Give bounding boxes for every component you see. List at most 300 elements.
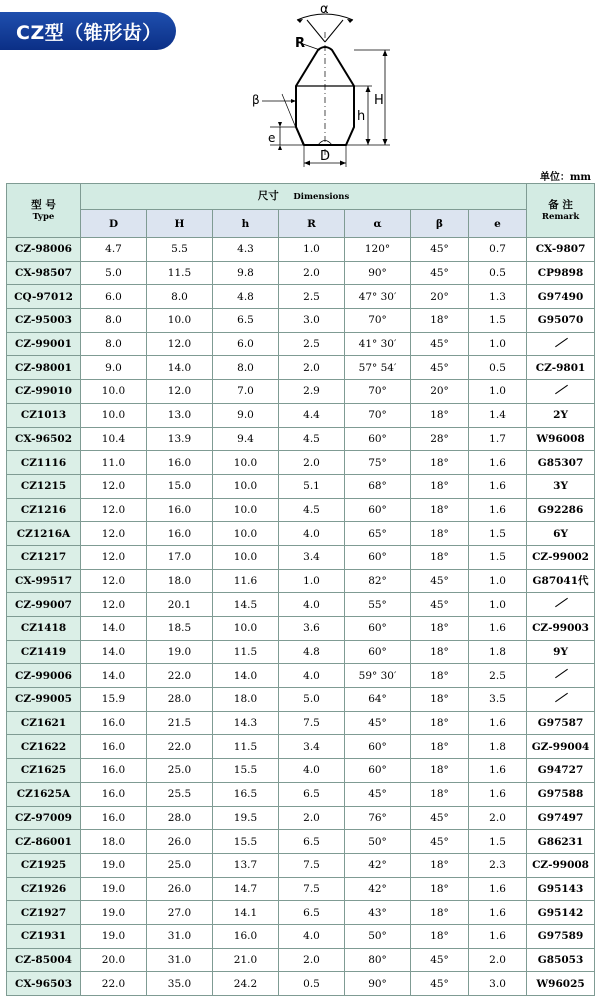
cell-r: 3.4 <box>279 735 345 759</box>
cell-r: 4.0 <box>279 759 345 783</box>
cell-d: 12.0 <box>81 569 147 593</box>
cell-type: CZ1013 <box>7 403 81 427</box>
cell-h-total: 18.0 <box>147 569 213 593</box>
cell-remark: G92286 <box>527 498 595 522</box>
cell-beta: 18° <box>411 759 469 783</box>
table-row <box>7 593 595 617</box>
cell-h: 11.5 <box>213 735 279 759</box>
cell-type: CZ-98001 <box>7 356 81 380</box>
table-row <box>7 285 595 309</box>
cell-h-total: 20.1 <box>147 593 213 617</box>
cell-beta: 18° <box>411 617 469 641</box>
cell-type: CZ1116 <box>7 451 81 475</box>
cell-alpha: 120° <box>345 238 411 262</box>
cell-remark: G95142 <box>527 901 595 925</box>
cell-h: 10.0 <box>213 498 279 522</box>
cell-type: CZ-99010 <box>7 380 81 404</box>
cell-beta: 45° <box>411 806 469 830</box>
cell-r: 3.4 <box>279 545 345 569</box>
cell-h-total: 5.5 <box>147 238 213 262</box>
cell-r: 2.0 <box>279 948 345 972</box>
cell-d: 15.9 <box>81 688 147 712</box>
cell-h-total: 15.0 <box>147 474 213 498</box>
cell-remark <box>527 688 595 712</box>
cell-alpha: 50° <box>345 830 411 854</box>
cell-alpha: 57° 54′ <box>345 356 411 380</box>
table-row <box>7 711 595 735</box>
cell-h: 14.1 <box>213 901 279 925</box>
cell-r: 5.0 <box>279 688 345 712</box>
cell-h-total: 26.0 <box>147 830 213 854</box>
cell-alpha: 45° <box>345 711 411 735</box>
cell-h: 11.5 <box>213 640 279 664</box>
cell-beta: 18° <box>411 522 469 546</box>
cell-beta: 18° <box>411 403 469 427</box>
dimensions-header-cn: 尺寸 <box>257 190 279 202</box>
cell-h: 10.0 <box>213 617 279 641</box>
table-row <box>7 901 595 925</box>
cell-beta: 45° <box>411 238 469 262</box>
cell-type: CX-96503 <box>7 972 81 996</box>
remark-header-en: Remark <box>541 211 580 222</box>
cell-remark: 2Y <box>527 403 595 427</box>
cell-e: 1.6 <box>469 498 527 522</box>
cell-e: 1.0 <box>469 380 527 404</box>
cell-h: 9.4 <box>213 427 279 451</box>
cell-type: CZ1215 <box>7 474 81 498</box>
table-row <box>7 380 595 404</box>
cell-h: 15.5 <box>213 759 279 783</box>
cell-r: 3.0 <box>279 309 345 333</box>
beta-label: β <box>252 93 260 107</box>
cell-d: 19.0 <box>81 924 147 948</box>
cell-r: 6.5 <box>279 782 345 806</box>
cell-h-total: 35.0 <box>147 972 213 996</box>
cell-alpha: 47° 30′ <box>345 285 411 309</box>
cell-h: 6.5 <box>213 309 279 333</box>
cell-beta: 18° <box>411 853 469 877</box>
alpha-label: α <box>320 2 329 17</box>
cell-r: 2.5 <box>279 332 345 356</box>
cell-d: 5.0 <box>81 261 147 285</box>
col-header-r: R <box>279 210 345 238</box>
cell-h: 4.3 <box>213 238 279 262</box>
cell-d: 11.0 <box>81 451 147 475</box>
cell-h-total: 14.0 <box>147 356 213 380</box>
cell-r: 4.4 <box>279 403 345 427</box>
cell-remark: 6Y <box>527 522 595 546</box>
cell-h-total: 12.0 <box>147 380 213 404</box>
cell-remark: CZ-99002 <box>527 545 595 569</box>
cell-e: 1.7 <box>469 427 527 451</box>
cell-e: 1.5 <box>469 545 527 569</box>
cell-remark: G97587 <box>527 711 595 735</box>
cell-remark: G85053 <box>527 948 595 972</box>
cell-h: 10.0 <box>213 451 279 475</box>
cell-h-total: 25.0 <box>147 759 213 783</box>
cell-h-total: 16.0 <box>147 522 213 546</box>
table-row <box>7 522 595 546</box>
cell-remark: GZ-99004 <box>527 735 595 759</box>
cell-e: 1.5 <box>469 830 527 854</box>
cell-beta: 18° <box>411 688 469 712</box>
cell-e: 3.5 <box>469 688 527 712</box>
cell-r: 4.0 <box>279 664 345 688</box>
cell-e: 1.3 <box>469 285 527 309</box>
cell-d: 16.0 <box>81 806 147 830</box>
cell-alpha: 42° <box>345 877 411 901</box>
cell-h-total: 16.0 <box>147 498 213 522</box>
cell-r: 4.5 <box>279 498 345 522</box>
cell-type: CZ1925 <box>7 853 81 877</box>
cell-e: 1.6 <box>469 711 527 735</box>
cell-alpha: 82° <box>345 569 411 593</box>
cell-r: 4.0 <box>279 924 345 948</box>
cell-alpha: 90° <box>345 972 411 996</box>
type-header <box>7 184 81 238</box>
cell-remark: G95143 <box>527 877 595 901</box>
cell-h: 6.0 <box>213 332 279 356</box>
cell-h-total: 19.0 <box>147 640 213 664</box>
cell-alpha: 60° <box>345 640 411 664</box>
cell-r: 2.0 <box>279 356 345 380</box>
cell-h-total: 21.5 <box>147 711 213 735</box>
table-row <box>7 853 595 877</box>
table-row <box>7 877 595 901</box>
cell-h-total: 12.0 <box>147 332 213 356</box>
table-row <box>7 403 595 427</box>
col-header-alpha: α <box>345 210 411 238</box>
cell-type: CQ-97012 <box>7 285 81 309</box>
cell-type: CZ-99007 <box>7 593 81 617</box>
cell-beta: 18° <box>411 877 469 901</box>
cell-h: 8.0 <box>213 356 279 380</box>
table-row <box>7 238 595 262</box>
cell-d: 20.0 <box>81 948 147 972</box>
cell-d: 12.0 <box>81 593 147 617</box>
col-header-h-total: H <box>147 210 213 238</box>
cell-r: 2.0 <box>279 806 345 830</box>
cell-beta: 45° <box>411 356 469 380</box>
table-row <box>7 806 595 830</box>
cell-alpha: 80° <box>345 948 411 972</box>
cell-h-total: 8.0 <box>147 285 213 309</box>
cell-d: 16.0 <box>81 759 147 783</box>
cell-beta: 18° <box>411 309 469 333</box>
cell-e: 1.5 <box>469 309 527 333</box>
cell-d: 4.7 <box>81 238 147 262</box>
table-row <box>7 569 595 593</box>
cell-d: 10.0 <box>81 403 147 427</box>
dimensions-header <box>81 184 527 210</box>
cell-beta: 18° <box>411 498 469 522</box>
slash-mark <box>554 385 568 395</box>
cell-remark <box>527 593 595 617</box>
table-row <box>7 830 595 854</box>
cell-type: CZ1418 <box>7 617 81 641</box>
cell-type: CX-98507 <box>7 261 81 285</box>
cell-h-total: 28.0 <box>147 688 213 712</box>
cell-remark: G97588 <box>527 782 595 806</box>
cell-e: 1.6 <box>469 782 527 806</box>
cell-type: CZ-99001 <box>7 332 81 356</box>
cell-e: 1.6 <box>469 474 527 498</box>
cell-remark: G95070 <box>527 309 595 333</box>
col-header-beta: β <box>411 210 469 238</box>
cell-e: 1.0 <box>469 593 527 617</box>
cell-e: 0.7 <box>469 238 527 262</box>
cell-alpha: 76° <box>345 806 411 830</box>
table-row <box>7 972 595 996</box>
cell-e: 3.0 <box>469 972 527 996</box>
cell-h: 15.5 <box>213 830 279 854</box>
cell-remark: CZ-9801 <box>527 356 595 380</box>
table-row <box>7 948 595 972</box>
cell-d: 9.0 <box>81 356 147 380</box>
cell-h-total: 28.0 <box>147 806 213 830</box>
cell-alpha: 68° <box>345 474 411 498</box>
cell-r: 4.0 <box>279 593 345 617</box>
cell-h: 4.8 <box>213 285 279 309</box>
cell-h-total: 31.0 <box>147 948 213 972</box>
table-row <box>7 451 595 475</box>
cell-h: 7.0 <box>213 380 279 404</box>
cell-h: 10.0 <box>213 545 279 569</box>
cell-type: CZ1217 <box>7 545 81 569</box>
section-title: CZ型（锥形齿） <box>16 22 162 44</box>
cell-beta: 20° <box>411 285 469 309</box>
cell-type: CZ1622 <box>7 735 81 759</box>
unit-label: 单位：mm <box>539 172 591 183</box>
table-row <box>7 782 595 806</box>
table-row <box>7 427 595 451</box>
cell-type: CZ-99005 <box>7 688 81 712</box>
cell-h: 14.0 <box>213 664 279 688</box>
cell-beta: 45° <box>411 972 469 996</box>
cell-e: 1.6 <box>469 759 527 783</box>
cell-e: 2.0 <box>469 948 527 972</box>
cell-e: 2.5 <box>469 664 527 688</box>
cell-d: 10.0 <box>81 380 147 404</box>
cone-tooth-diagram <box>240 2 410 177</box>
cell-beta: 45° <box>411 948 469 972</box>
type-header-cn: 型 号 <box>31 198 56 211</box>
cell-d: 18.0 <box>81 830 147 854</box>
table-row <box>7 545 595 569</box>
cell-alpha: 60° <box>345 759 411 783</box>
cell-remark: G94727 <box>527 759 595 783</box>
cell-alpha: 43° <box>345 901 411 925</box>
cell-beta: 18° <box>411 735 469 759</box>
table-row <box>7 332 595 356</box>
h-lower-label: h <box>357 109 366 124</box>
cell-r: 7.5 <box>279 711 345 735</box>
col-header-e: e <box>469 210 527 238</box>
table-row <box>7 664 595 688</box>
cell-r: 1.0 <box>279 569 345 593</box>
cell-h-total: 13.0 <box>147 403 213 427</box>
table-row <box>7 474 595 498</box>
cell-r: 7.5 <box>279 877 345 901</box>
cell-e: 1.6 <box>469 617 527 641</box>
cell-alpha: 90° <box>345 261 411 285</box>
cell-h-total: 11.5 <box>147 261 213 285</box>
cell-remark: CZ-99008 <box>527 853 595 877</box>
table-row <box>7 688 595 712</box>
cell-e: 1.0 <box>469 332 527 356</box>
cell-d: 19.0 <box>81 901 147 925</box>
cell-d: 16.0 <box>81 711 147 735</box>
cell-alpha: 70° <box>345 309 411 333</box>
cell-type: CZ1419 <box>7 640 81 664</box>
cell-alpha: 55° <box>345 593 411 617</box>
cell-alpha: 60° <box>345 427 411 451</box>
cell-beta: 18° <box>411 782 469 806</box>
cell-h: 13.7 <box>213 853 279 877</box>
cell-e: 2.3 <box>469 853 527 877</box>
cell-r: 2.5 <box>279 285 345 309</box>
table-row <box>7 924 595 948</box>
cell-type: CZ-99006 <box>7 664 81 688</box>
cell-h-total: 25.5 <box>147 782 213 806</box>
cell-remark: W96008 <box>527 427 595 451</box>
cell-d: 19.0 <box>81 853 147 877</box>
cell-h: 14.3 <box>213 711 279 735</box>
cell-type: CZ-85004 <box>7 948 81 972</box>
slash-mark <box>554 338 568 348</box>
slash-mark <box>554 693 568 703</box>
dimensions-header-en: Dimensions <box>293 192 350 202</box>
cell-remark: CZ-99003 <box>527 617 595 641</box>
remark-header-cn: 备 注 <box>548 198 573 211</box>
cell-r: 0.5 <box>279 972 345 996</box>
cell-type: CZ1216A <box>7 522 81 546</box>
specification-table <box>6 183 595 996</box>
cell-alpha: 70° <box>345 380 411 404</box>
cell-beta: 18° <box>411 545 469 569</box>
cell-remark: W96025 <box>527 972 595 996</box>
cell-e: 1.6 <box>469 924 527 948</box>
slash-mark <box>554 598 568 608</box>
cell-h-total: 22.0 <box>147 735 213 759</box>
type-header-en: Type <box>32 211 55 222</box>
table-row <box>7 356 595 380</box>
col-header-d: D <box>81 210 147 238</box>
cell-e: 1.8 <box>469 640 527 664</box>
cell-h: 16.0 <box>213 924 279 948</box>
cell-h: 19.5 <box>213 806 279 830</box>
cell-beta: 45° <box>411 261 469 285</box>
cell-alpha: 75° <box>345 451 411 475</box>
cell-e: 1.6 <box>469 901 527 925</box>
cell-h: 14.7 <box>213 877 279 901</box>
cell-remark <box>527 332 595 356</box>
cell-type: CZ1926 <box>7 877 81 901</box>
cell-r: 2.0 <box>279 451 345 475</box>
cell-h-total: 25.0 <box>147 853 213 877</box>
cell-type: CZ-95003 <box>7 309 81 333</box>
cell-r: 6.5 <box>279 830 345 854</box>
cell-d: 6.0 <box>81 285 147 309</box>
remark-header <box>527 184 595 238</box>
cell-h: 11.6 <box>213 569 279 593</box>
cell-type: CX-99517 <box>7 569 81 593</box>
cell-d: 14.0 <box>81 640 147 664</box>
cell-remark <box>527 664 595 688</box>
table-row <box>7 759 595 783</box>
cell-r: 4.0 <box>279 522 345 546</box>
cell-h-total: 22.0 <box>147 664 213 688</box>
cell-beta: 18° <box>411 640 469 664</box>
table-row <box>7 617 595 641</box>
cell-e: 0.5 <box>469 356 527 380</box>
cell-d: 19.0 <box>81 877 147 901</box>
cell-beta: 28° <box>411 427 469 451</box>
cell-r: 2.0 <box>279 261 345 285</box>
cell-alpha: 45° <box>345 782 411 806</box>
cell-d: 12.0 <box>81 498 147 522</box>
cell-d: 14.0 <box>81 617 147 641</box>
table-row <box>7 309 595 333</box>
cell-d: 8.0 <box>81 309 147 333</box>
cell-e: 0.5 <box>469 261 527 285</box>
cell-type: CZ1625A <box>7 782 81 806</box>
d-label: D <box>320 149 331 164</box>
cell-h: 9.0 <box>213 403 279 427</box>
cell-e: 2.0 <box>469 806 527 830</box>
cell-beta: 45° <box>411 593 469 617</box>
cell-alpha: 41° 30′ <box>345 332 411 356</box>
cell-remark: G97497 <box>527 806 595 830</box>
cell-r: 7.5 <box>279 853 345 877</box>
cell-r: 6.5 <box>279 901 345 925</box>
cell-type: CX-96502 <box>7 427 81 451</box>
cell-h: 18.0 <box>213 688 279 712</box>
section-title-banner <box>0 12 176 50</box>
e-label: e <box>268 131 276 145</box>
cell-e: 1.6 <box>469 451 527 475</box>
cell-alpha: 65° <box>345 522 411 546</box>
col-header-h: h <box>213 210 279 238</box>
cell-d: 14.0 <box>81 664 147 688</box>
cell-type: CZ-97009 <box>7 806 81 830</box>
cell-r: 1.0 <box>279 238 345 262</box>
cell-h: 10.0 <box>213 522 279 546</box>
cell-type: CZ1625 <box>7 759 81 783</box>
table-body <box>7 238 595 996</box>
cell-beta: 18° <box>411 711 469 735</box>
cell-alpha: 60° <box>345 735 411 759</box>
cell-remark: CP9898 <box>527 261 595 285</box>
cell-h: 9.8 <box>213 261 279 285</box>
cell-h-total: 13.9 <box>147 427 213 451</box>
cell-h-total: 10.0 <box>147 309 213 333</box>
cell-alpha: 60° <box>345 617 411 641</box>
cell-r: 5.1 <box>279 474 345 498</box>
slash-mark <box>554 669 568 679</box>
cell-e: 1.5 <box>469 522 527 546</box>
cell-beta: 20° <box>411 380 469 404</box>
table-row <box>7 735 595 759</box>
cell-alpha: 60° <box>345 545 411 569</box>
cell-r: 4.8 <box>279 640 345 664</box>
cell-alpha: 64° <box>345 688 411 712</box>
cell-e: 1.6 <box>469 877 527 901</box>
cell-remark <box>527 380 595 404</box>
cell-h-total: 18.5 <box>147 617 213 641</box>
cell-remark: G97490 <box>527 285 595 309</box>
cell-r: 4.5 <box>279 427 345 451</box>
